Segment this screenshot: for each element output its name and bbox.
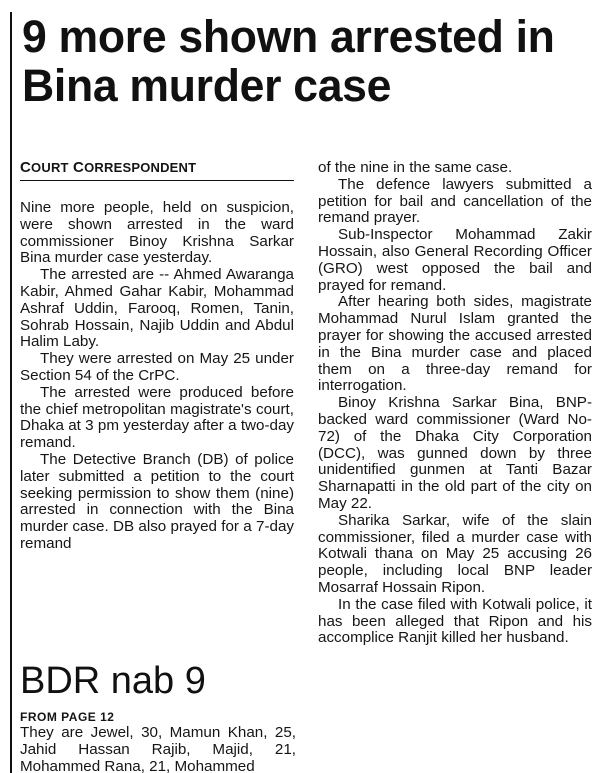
article-paragraph: The defence lawyers submitted a petition for bail and cancellation of the remand prayer. bbox=[318, 175, 592, 227]
article-column-2 bbox=[318, 160, 592, 647]
headline: 9 more shown arrested in Bina murder case bbox=[22, 11, 555, 111]
article-paragraph: The Detective Branch (DB) of police later submitted a petition to the court seeking permission to show them (nine) arrested in connection with the Bina murder case. DB also prayed for a 7-day remand bbox=[20, 450, 294, 552]
article-paragraph: Sharika Sarkar, wife of the slain commissioner, filed a murder case with Kotwali thana on May 25 accusing 26 people, including local BNP leader Mosarraf Hossain Ripon. bbox=[318, 511, 592, 596]
article-paragraph: The arrested were produced before the chief metropolitan magistrate's court, Dhaka at 3 pm yesterday after a two-day remand. bbox=[20, 383, 294, 452]
article-paragraph: They were arrested on May 25 under Section 54 of the CrPC. bbox=[20, 350, 294, 384]
byline: COURT CORRESPONDENT bbox=[20, 160, 294, 181]
article-paragraph: Binoy Krishna Sarkar Bina, BNP-backed ward commissioner (Ward No-72) of the Dhaka City Corporation (DCC), was gunned down by three unidentified gunmen at Tanti Bazar Sharnapatti in the old part of the city on May 22. bbox=[318, 394, 592, 512]
article-paragraph: After hearing both sides, magistrate Mohammad Nurul Islam granted the prayer for showing the accused arrested in the Bina murder case and placed them on a three-day remand for interrogation. bbox=[318, 293, 592, 395]
column-rule bbox=[10, 12, 12, 773]
second-story-body: They are Jewel, 30, Mamun Khan, 25, Jahid Hassan Rajib, Majid, 21, Mohammed Rana, 21, Mohammed bbox=[20, 724, 296, 773]
continued-from-label: FROM PAGE 12 bbox=[20, 710, 115, 724]
article-paragraph: In the case filed with Kotwali police, it has been alleged that Ripon and his accomplice Ranjit killed her husband. bbox=[318, 595, 592, 647]
article-paragraph: The arrested are -- Ahmed Awaranga Kabir, Ahmed Gahar Kabir, Mohammad Ashraf Uddin, Farooq, Romen, Tanin, Sohrab Hossain, Najib Uddin and Abdul Halim Laby. bbox=[20, 266, 294, 351]
article-paragraph: Nine more people, held on suspicion, were shown arrested in the ward commissioner Binoy Krishna Sarkar Bina murder case yesterday. bbox=[20, 199, 294, 267]
article-column-1 bbox=[20, 160, 294, 553]
article-paragraph: of the nine in the same case. bbox=[318, 159, 513, 176]
article-paragraph: Sub-Inspector Mohammad Zakir Hossain, also General Recording Officer (GRO) west opposed the bail and prayed for remand. bbox=[318, 226, 592, 294]
second-story-headline: BDR nab 9 bbox=[20, 660, 206, 702]
